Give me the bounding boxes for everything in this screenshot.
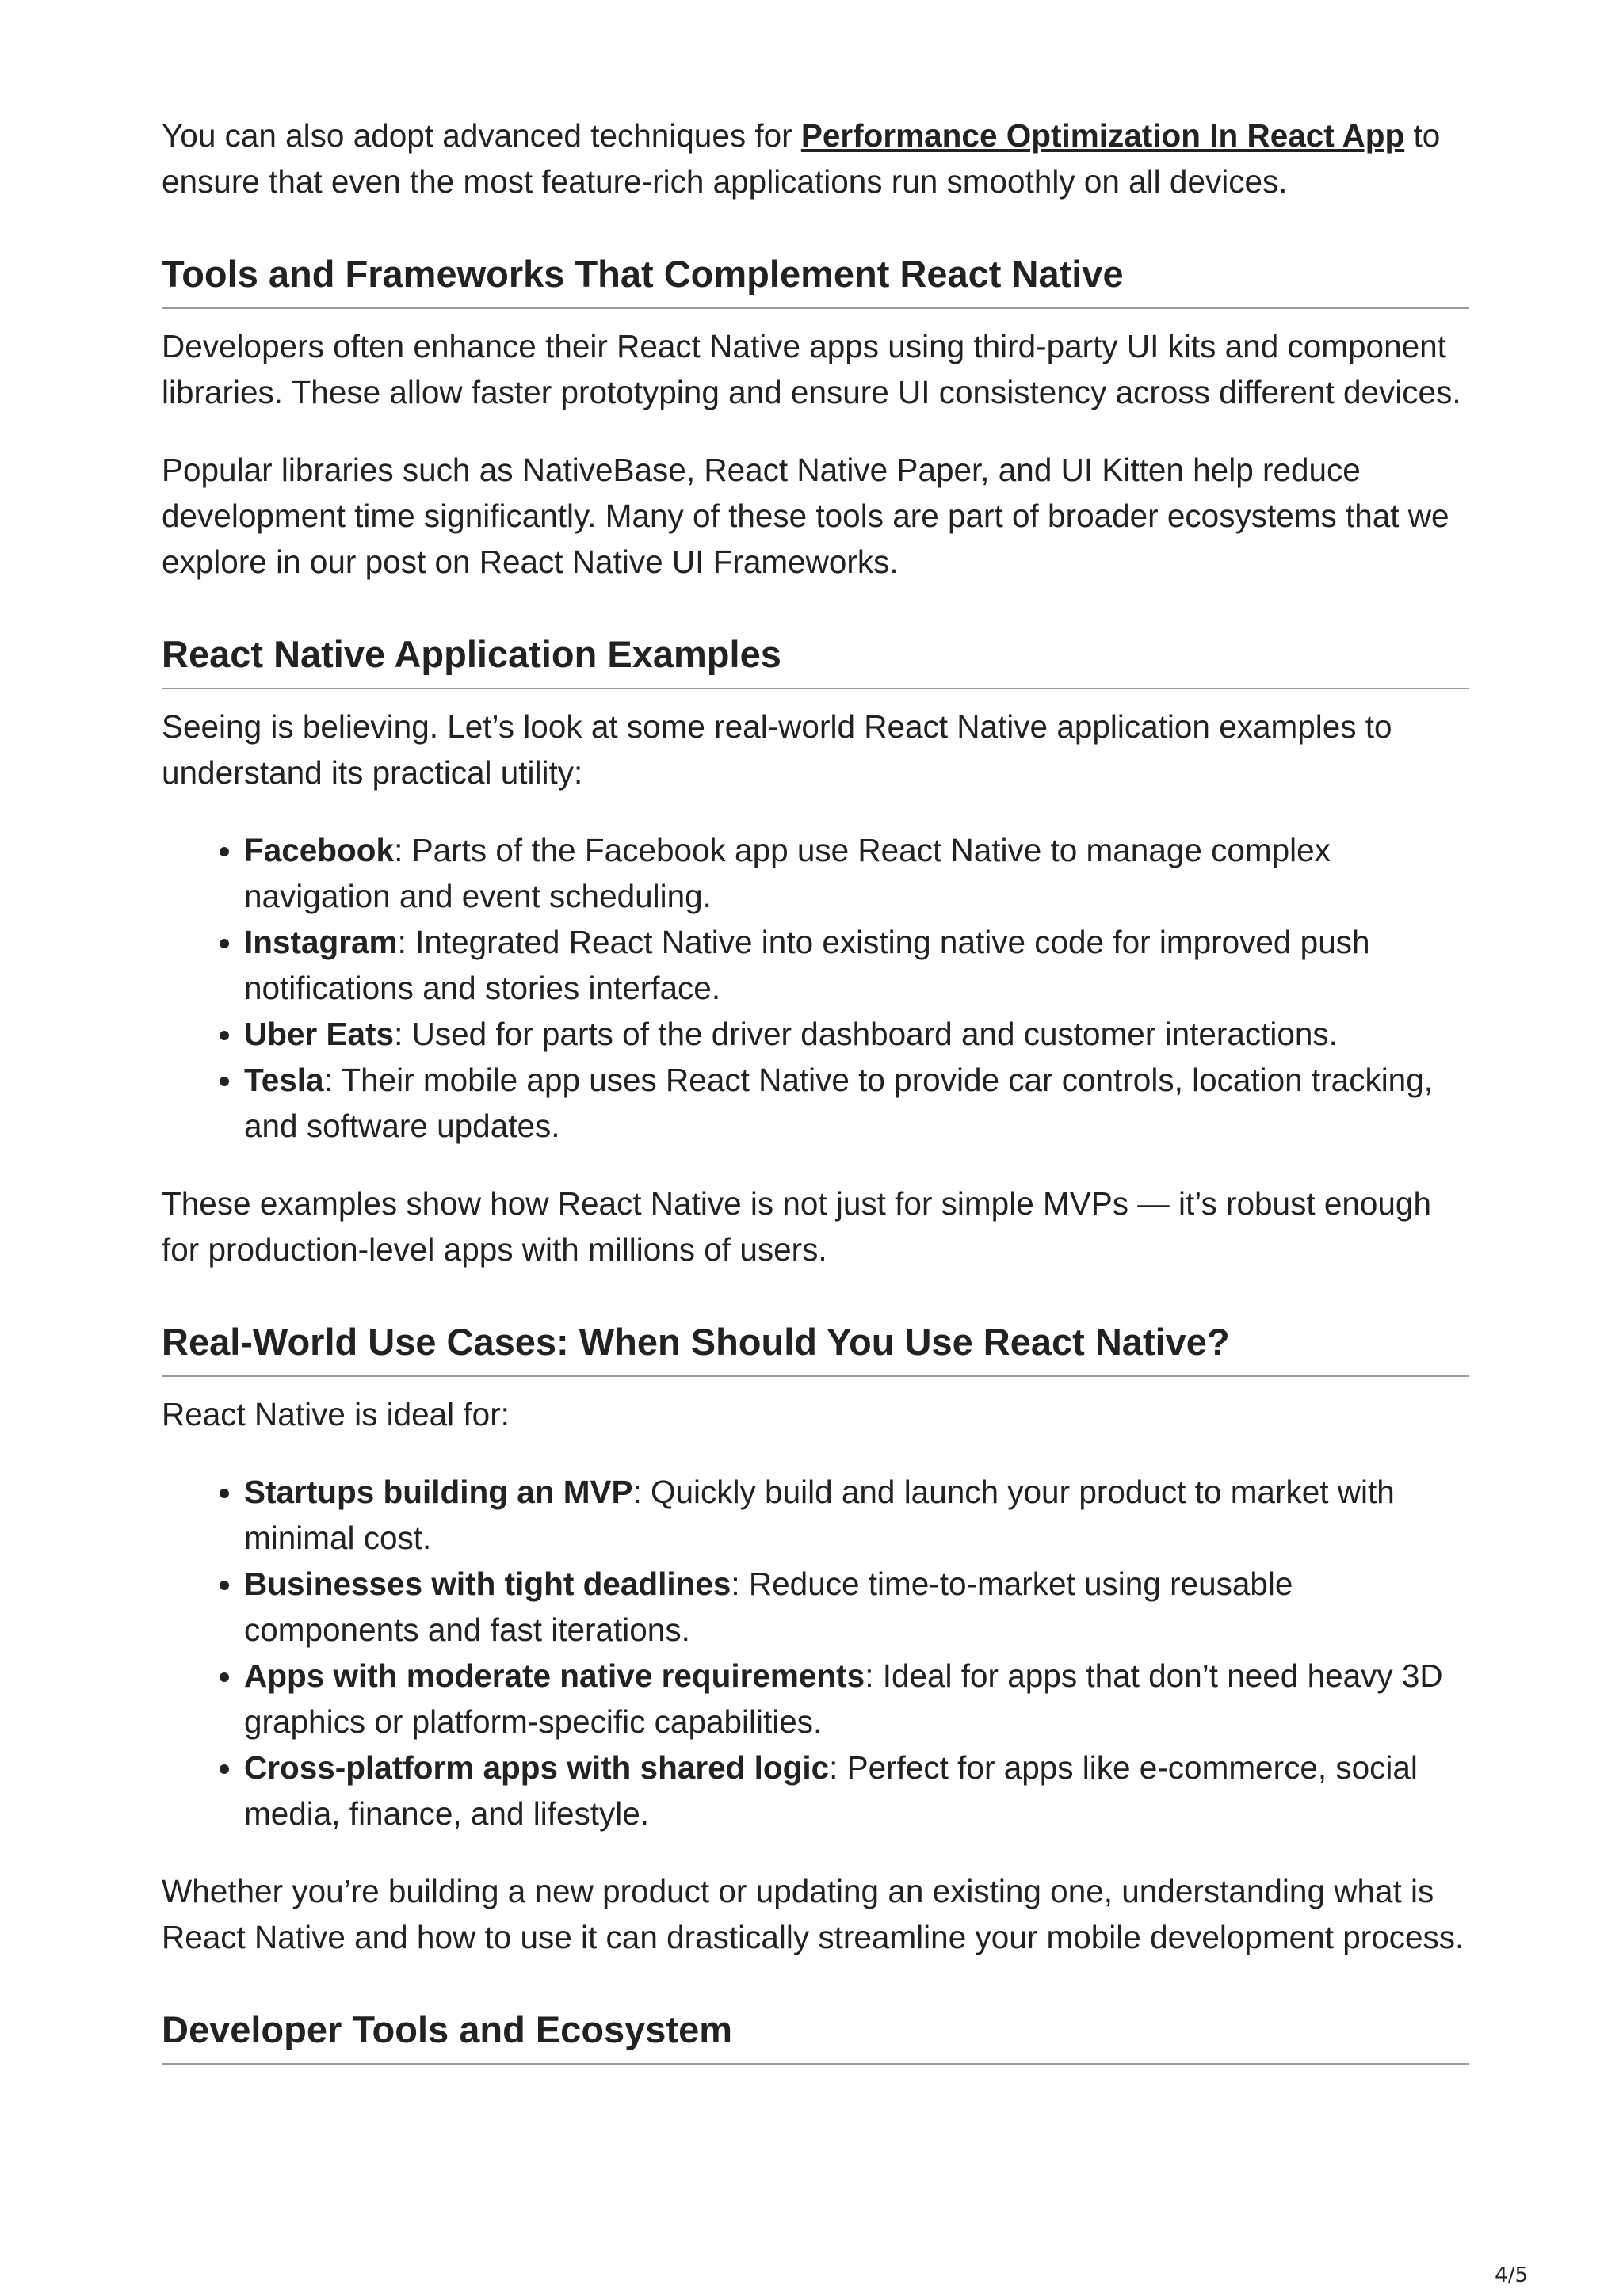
use-cases-list: [162, 1469, 1469, 1836]
examples-list: [162, 827, 1469, 1149]
list-item-term: Tesla: [244, 1062, 324, 1098]
list-item-text: : Ideal for apps that don’t need heavy 3D graphics or platform-specific capabilities.: [244, 1657, 1443, 1740]
tools-paragraph-1: Developers often enhance their React Native apps using third-party UI kits and component libraries. These allow faster prototyping and ensure UI consistency across different devices.: [162, 328, 1461, 410]
heading-application-examples: React Native Application Examples: [162, 631, 1469, 689]
tools-paragraph-2: Popular libraries such as NativeBase, React Native Paper, and UI Kitten help reduce development time significantly. Many of these tools are part of broader ecosystems that we explore in our post on React Native UI Frameworks.: [162, 452, 1449, 580]
heading-developer-tools: Developer Tools and Ecosystem: [162, 2006, 1469, 2065]
list-item-text: : Parts of the Facebook app use React Native to manage complex navigation and event scheduling.: [244, 832, 1331, 914]
list-item-text: : Used for parts of the driver dashboard and customer interactions.: [394, 1016, 1338, 1052]
intro-text-after: to ensure that even the most feature-rich applications run smoothly on all devices.: [162, 117, 1441, 200]
list-item-text: : Reduce time-to-market using reusable components and fast iterations.: [244, 1566, 1293, 1648]
list-item: [244, 1653, 1469, 1745]
list-item-term: Uber Eats: [244, 1016, 395, 1052]
list-item-term: Apps with moderate native requirements: [244, 1657, 865, 1694]
list-item-term: Startups building an MVP: [244, 1474, 633, 1510]
heading-use-cases: Real-World Use Cases: When Should You Use React Native?: [162, 1318, 1469, 1377]
examples-intro-paragraph: Seeing is believing. Let’s look at some real-world React Native application examples to understand its practical utility:: [162, 708, 1392, 791]
intro-text-before: You can also adopt advanced techniques for: [162, 117, 801, 154]
list-item-text: : Their mobile app uses React Native to provide car controls, location tracking, and software updates.: [244, 1062, 1433, 1144]
examples-summary-paragraph: These examples show how React Native is not just for simple MVPs — it’s robust enough for production-level apps with millions of users.: [162, 1185, 1431, 1268]
page-number: 4/5: [1495, 2264, 1528, 2287]
list-item-term: Instagram: [244, 924, 398, 960]
heading-tools-frameworks: Tools and Frameworks That Complement React Native: [162, 250, 1469, 309]
document-page: [162, 113, 1469, 2079]
list-item-term: Facebook: [244, 832, 395, 868]
list-item: [244, 1561, 1469, 1653]
list-item: [244, 919, 1469, 1011]
list-item: [244, 1745, 1469, 1836]
list-item-text: : Perfect for apps like e-commerce, social media, finance, and lifestyle.: [244, 1749, 1418, 1832]
list-item-term: Businesses with tight deadlines: [244, 1566, 731, 1602]
list-item: [244, 827, 1469, 919]
list-item-text: : Integrated React Native into existing native code for improved push notifications and stories interface.: [244, 924, 1370, 1006]
list-item: [244, 1057, 1469, 1149]
list-item-term: Cross-platform apps with shared logic: [244, 1749, 830, 1786]
use-cases-intro-paragraph: React Native is ideal for:: [162, 1396, 510, 1432]
use-cases-summary-paragraph: Whether you’re building a new product or updating an existing one, understanding what is React Native and how to use it can drastically streamline your mobile development process.: [162, 1873, 1465, 1955]
performance-optimization-link[interactable]: Performance Optimization In React App: [800, 117, 1405, 154]
list-item-text: : Quickly build and launch your product to market with minimal cost.: [244, 1474, 1395, 1556]
list-item: [244, 1469, 1469, 1561]
list-item: [244, 1011, 1469, 1057]
intro-paragraph: [162, 113, 1469, 204]
